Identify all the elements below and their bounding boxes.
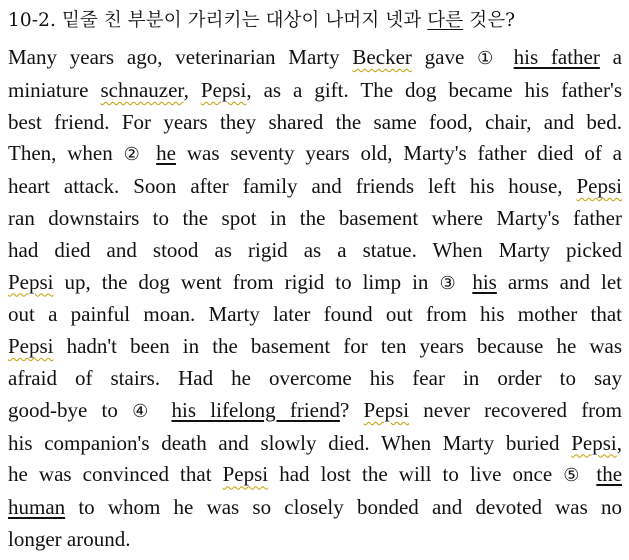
name-pepsi: Pepsi (8, 269, 54, 294)
text: good-bye to (8, 397, 133, 422)
text: hadn't been in the basement for ten years because he was (53, 334, 622, 359)
name-becker: Becker (352, 45, 412, 69)
passage-line (8, 138, 622, 171)
name-pepsi: Pepsi (200, 77, 247, 102)
text: Many years ago, veterinarian Marty (8, 45, 353, 69)
passage-line: best friend. For years they shared the same food, chair, and bed. (8, 109, 622, 134)
underlined-choice-5: the (596, 462, 623, 487)
text: gave (411, 45, 478, 69)
text: to whom he was so closely bonded and devoted was no (65, 495, 622, 520)
passage-line (8, 331, 622, 363)
text: a (599, 45, 622, 69)
choice-marker-4: ④ (132, 400, 158, 422)
passage-line (8, 492, 622, 524)
text: never recovered from (409, 397, 623, 422)
text: ? (339, 397, 364, 422)
text: was seventy years old, Marty's father died of a (175, 141, 622, 166)
passage-line: longer around. (8, 526, 131, 551)
name-pepsi: Pepsi (576, 174, 622, 199)
choice-marker-2: ② (123, 144, 146, 166)
passage-line (8, 267, 622, 300)
word-schnauzer: schnauzer (100, 77, 184, 102)
passage-line (8, 42, 622, 75)
underlined-choice-1: his father (513, 45, 600, 69)
text: up, the dog went from rigid to limp in (53, 269, 440, 294)
text: had lost the will to live once (268, 462, 564, 487)
text: Then, when (8, 141, 124, 166)
text: arms and let (496, 269, 623, 294)
underlined-choice-2: he (156, 141, 176, 166)
passage-line: miniature schnauzer, Pepsi, as a gift. The dog became his father's (8, 77, 622, 102)
choice-marker-1: ① (477, 48, 501, 69)
text: heart attack. Soon after family and friends left his house, (8, 174, 577, 199)
passage-line (8, 171, 622, 203)
question-emphasis: 다른 (427, 10, 464, 31)
choice-marker-5: ⑤ (563, 465, 586, 487)
passage-line (8, 395, 622, 428)
choice-marker-3: ③ (439, 272, 462, 294)
question-prompt: 밑줄 친 부분이 가리키는 대상이 나머지 넷과 (61, 10, 422, 31)
passage-line: had died and stood as rigid as a statue. When Marty picked (8, 237, 622, 262)
passage-line: afraid of stairs. Had he overcome his fear in order to say (8, 365, 622, 390)
name-pepsi: Pepsi (222, 462, 269, 487)
underlined-choice-4: his lifelong friend (171, 397, 340, 422)
text: he was convinced that (8, 462, 223, 487)
passage-line: his companion's death and slowly died. When Marty buried Pepsi, (8, 430, 622, 455)
passage-line: out a painful moan. Marty later found out from his mother that (8, 302, 622, 327)
text: his companion's death and slowly died. When Marty buried (8, 430, 572, 455)
name-pepsi: Pepsi (8, 334, 54, 359)
name-pepsi: Pepsi (363, 397, 410, 422)
name-pepsi: Pepsi (571, 430, 617, 455)
underlined-choice-5-cont: human (8, 495, 66, 520)
text: , as a gift. The dog became his father's (246, 77, 622, 102)
passage-line: ran downstairs to the spot in the basement where Marty's father (8, 205, 622, 230)
passage-line (8, 459, 622, 492)
question-suffix: 것은? (469, 10, 516, 31)
underlined-choice-3: his (472, 269, 497, 294)
question-number: 10-2. (8, 10, 56, 31)
text: miniature (8, 77, 101, 102)
question-header (8, 6, 622, 42)
reading-passage (8, 42, 622, 556)
